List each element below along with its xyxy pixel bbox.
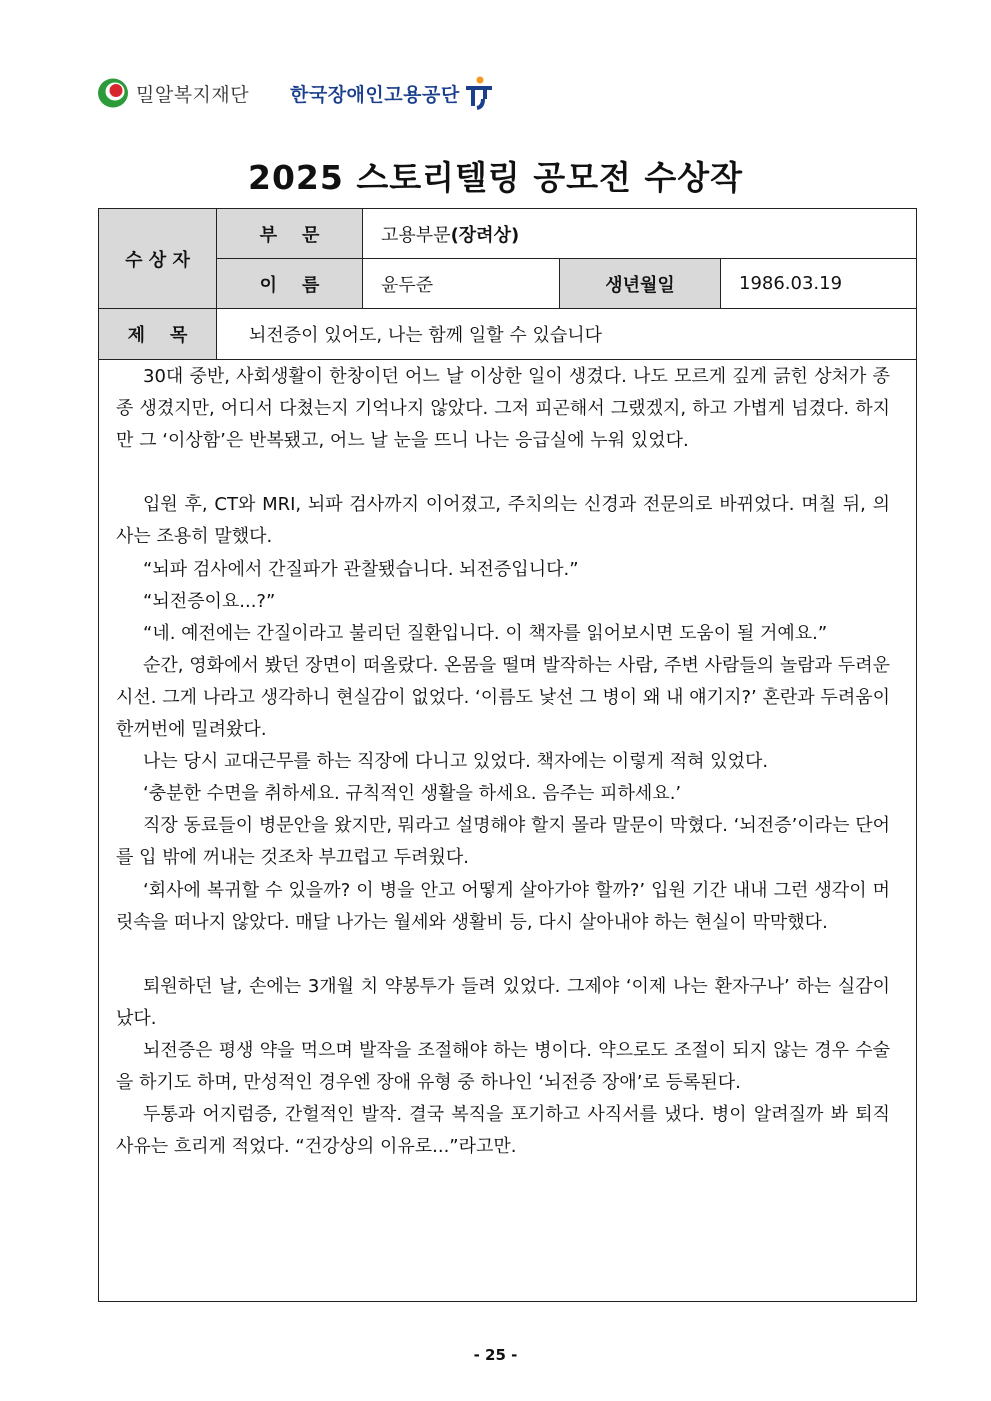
paragraph: ‘회사에 복귀할 수 있을까? 이 병을 안고 어떻게 살아가야 할까?’ 입원 기간 내내 그런 생각이 머릿속을 떠나지 않았다. 매달 나가는 월세와 생활비 등, 다시 살아내야 하는 현실이 막막했다. [116,879,890,933]
page-number: - 25 - [473,1346,518,1364]
paragraph: 입원 후, CT와 MRI, 뇌파 검사까지 이어졌고, 주치의는 신경과 전문의로 바뀌었다. 며칠 뒤, 의사는 조용히 말했다. [116,494,890,548]
award-level: (장려상) [450,224,520,246]
birth-label: 생년월일 [560,259,721,309]
kead-emblem-icon [464,75,494,111]
category-label: 부 문 [217,209,363,259]
story-body [116,361,890,1163]
paragraph: 뇌전증은 평생 약을 먹으며 발작을 조절해야 하는 병이다. 약으로도 조절이 되지 않는 경우 수술을 하기도 하며, 만성적인 경우엔 장애 유형 중 하나인 ‘뇌전증 장애’로 등록된다. [116,1039,890,1094]
paragraph: “네. 예전에는 간질이라고 불리던 질환입니다. 이 책자를 읽어보시면 도움이 될 거예요.” [143,622,828,644]
award-table [98,208,917,1302]
paragraph-gap [116,457,890,489]
birth-value: 1986.03.19 [721,259,916,309]
paragraph: 나는 당시 교대근무를 하는 직장에 다니고 있었다. 책자에는 이렇게 적혀 있었다. [143,751,769,773]
paragraph: 퇴원하던 날, 손에는 3개월 치 약봉투가 들려 있었다. 그제야 ‘이제 나는 환자구나’ 하는 실감이 났다. [116,975,890,1029]
category-value: 고용부문 (장려상) [363,209,916,259]
paragraph: “뇌파 검사에서 간질파가 관찰됐습니다. 뇌전증입니다.” [143,558,579,580]
paragraph: 직장 동료들이 병문안을 왔지만, 뭐라고 설명해야 할지 몰라 말문이 막혔다. ‘뇌전증’이라는 단어를 입 밖에 꺼내는 것조차 부끄럽고 두려웠다. [116,815,890,869]
paragraph-gap [116,939,890,971]
paragraph: “뇌전증이요...?” [143,590,276,612]
milal-logo-text: 밀알복지재단 [136,83,250,106]
milal-emblem-icon [96,76,132,110]
page-title: 2025 스토리텔링 공모전 수상작 [248,158,743,197]
subject-value: 뇌전증이 있어도, 나는 함께 일할 수 있습니다 [217,309,916,360]
logo-bar [96,72,516,112]
milal-logo [96,76,249,110]
subject-label: 제 목 [99,309,217,360]
name-value: 윤두준 [363,259,560,309]
kead-logo [290,76,494,110]
kead-logo-text: 한국장애인고용공단 [290,83,460,106]
paragraph: 순간, 영화에서 봤던 장면이 떠올랐다. 온몸을 떨며 발작하는 사람, 주변 사람들의 놀람과 두려운 시선. 그게 나라고 생각하니 현실감이 없었다. ‘이름도 낯선 그 병이 왜 내 얘기지?’ 혼란과 두려움이 한꺼번에 밀려왔다. [116,654,890,741]
paragraph: 두통과 어지럼증, 간헐적인 발작. 결국 복직을 포기하고 사직서를 냈다. 병이 알려질까 봐 퇴직 사유는 흐리게 적었다. “건강상의 이유로...”라고만. [116,1104,890,1158]
paragraph: ‘충분한 수면을 취하세요. 규칙적인 생활을 하세요. 음주는 피하세요.’ [143,783,682,805]
paragraph: 30대 중반, 사회생활이 한창이던 어느 날 이상한 일이 생겼다. 나도 모르게 깊게 긁힌 상처가 종종 생겼지만, 어디서 다쳤는지 기억나지 않았다. 그저 피곤해서 그랬겠지, 하고 가볍게 넘겼다. 하지만 그 ‘이상함’은 반복됐고, 어느 날 눈을 뜨니 나는 응급실에 누워 있었다. [116,366,890,452]
name-label: 이 름 [217,259,363,309]
winner-label: 수 상 자 [99,209,217,309]
